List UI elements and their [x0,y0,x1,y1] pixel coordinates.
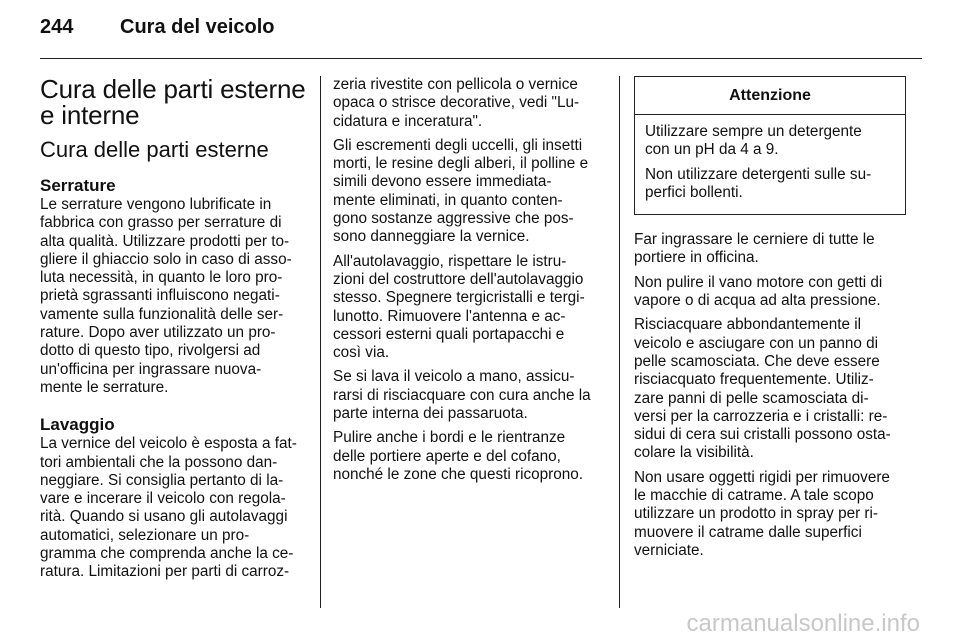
warning-body [635,115,905,214]
text-line: lunotto. Rimuovere l'antenna e ac- [333,307,566,325]
text-line: morti, le resine degli alberi, il polline e [333,155,589,173]
text-line: La vernice del veicolo è esposta a fat- [40,435,297,453]
text-line: opaca o strisce decorative, vedi "Lu- [333,94,580,112]
text-line: nonché le zone che questi ricoprono. [333,465,584,483]
text-line: Risciacquare abbondantemente il [634,316,862,334]
text-line: luta necessità, in quanto le loro pro- [40,269,283,287]
text-line: sidui di cera sui cristalli possono osta- [634,426,891,444]
text-line: delle portiere aperte e del cofano, [333,447,561,465]
text-line: dotto di questo tipo, rivolgersi ad [40,342,261,360]
paragraph [634,274,906,311]
text-line: rature. Dopo aver utilizzato un pro- [40,324,276,342]
text-line: Non utilizzare detergenti sulle su- [645,165,872,183]
text-line: rità. Quando si usano gli autolavaggi [40,508,288,526]
topic-title-serrature: Serrature [40,176,116,195]
paragraph-lavaggio [40,435,312,581]
spacer [40,403,312,415]
paragraph [634,231,906,268]
text-line: parte interna dei passaruota. [333,405,528,423]
text-line: zare panni di pelle scamosciata di- [634,389,869,407]
text-line: Pulire anche i bordi e le rientranze [333,429,566,447]
column-divider-1 [320,76,321,608]
text-line: gramma che comprenda anche la ce- [40,545,294,563]
text-line: versi per la carrozzeria e i cristalli: re- [634,407,888,425]
paragraph [645,123,895,160]
text-line: Non usare oggetti rigidi per rimuovere [634,468,890,486]
text-line: colare la visibilità. [634,444,754,462]
paragraph-serrature [40,196,312,397]
header-rule [40,58,922,59]
text-line: zioni del costruttore dell'autolavaggio [333,270,584,288]
text-line: zeria rivestite con pellicola o vernice [333,76,578,93]
text-line: mente eliminati, in quanto conten- [333,191,563,209]
paragraph [333,429,605,484]
text-line: rarsi di risciacquare con cura anche la [333,386,591,404]
text-line: Far ingrassare le cerniere di tutte le [634,231,875,249]
text-line: un'officina per ingrassare nuova- [40,360,262,378]
text-line: vamente sulla funzionalità delle ser- [40,305,284,323]
paragraph [333,368,605,423]
warning-title: Attenzione [635,77,905,115]
text-line: ratura. Limitazioni per parti di carroz- [40,563,290,581]
text-line: mente le serrature. [40,378,169,396]
text-line: tori ambientali che la possono dan- [40,453,278,471]
watermark: carmanualsonline.info [686,610,920,637]
text-line: utilizzare un prodotto in spray per ri- [634,505,879,523]
text-line: con un pH da 4 a 9. [645,141,779,159]
subsection-title: Cura delle parti esterne [40,137,269,162]
text-line: vare e incerare il veicolo con regola- [40,490,286,508]
column-2 [333,76,605,490]
text-line: All'autolavaggio, rispettare le istru- [333,252,567,270]
text-line: stesso. Spegnere tergicristalli e tergi- [333,289,585,307]
text-line: perfici bollenti. [645,183,743,201]
text-line: prietà sgrassanti influiscono negati- [40,287,280,305]
column-divider-2 [619,76,620,608]
paragraph [645,166,895,203]
chapter-title-line-2: e interne [40,100,140,130]
page-number: 244 [40,16,74,38]
text-line: pelle scamosciata. Che deve essere [634,352,880,370]
text-line: verniciate. [634,541,704,559]
text-line: Non pulire il vano motore con getti di [634,273,883,291]
text-line: Se si lava il veicolo a mano, assicu- [333,368,575,386]
text-line: cidatura e inceratura". [333,112,483,130]
column-3-body [634,231,906,560]
topic-title-lavaggio: Lavaggio [40,415,115,435]
running-section-title: Cura del veicolo [120,16,275,38]
text-line: gliere il ghiaccio solo in caso di asso- [40,250,292,268]
text-line: sono danneggiare la vernice. [333,228,530,246]
text-line: gono sostanze aggressive che pos- [333,210,574,228]
text-line: portiere in officina. [634,249,759,267]
text-line: muovere il catrame dalle superfici [634,523,862,541]
text-line: le macchie di catrame. A tale scopo [634,487,874,505]
text-line: Le serrature vengono lubrificate in [40,196,272,213]
warning-box [634,76,906,215]
paragraph [333,253,605,363]
column-3 [634,76,906,566]
text-line: veicolo e asciugare con un panno di [634,334,879,352]
text-line: alta qualità. Utilizzare prodotti per to- [40,232,290,250]
text-line: fabbrica con grasso per serrature di [40,214,282,232]
chapter-title-line-1: Cura delle parti esterne [40,74,306,104]
text-line: automatici, selezionare un pro- [40,526,250,544]
paragraph [634,316,906,462]
paragraph [333,76,605,131]
text-line: vapore o di acqua ad alta pressione. [634,292,881,310]
chapter-title [40,76,312,128]
text-line: neggiare. Si consiglia pertanto di la- [40,471,284,489]
paragraph [634,469,906,560]
text-line: cessori esterni quali portapacchi e [333,325,565,343]
text-line: Gli escrementi degli uccelli, gli insetti [333,136,583,154]
text-line: simili devono essere immediata- [333,173,552,191]
text-line: Utilizzare sempre un detergente [645,123,862,140]
text-line: risciacquato frequentemente. Utiliz- [634,371,874,389]
paragraph [333,137,605,247]
text-line: così via. [333,344,390,362]
column-1 [40,76,312,588]
